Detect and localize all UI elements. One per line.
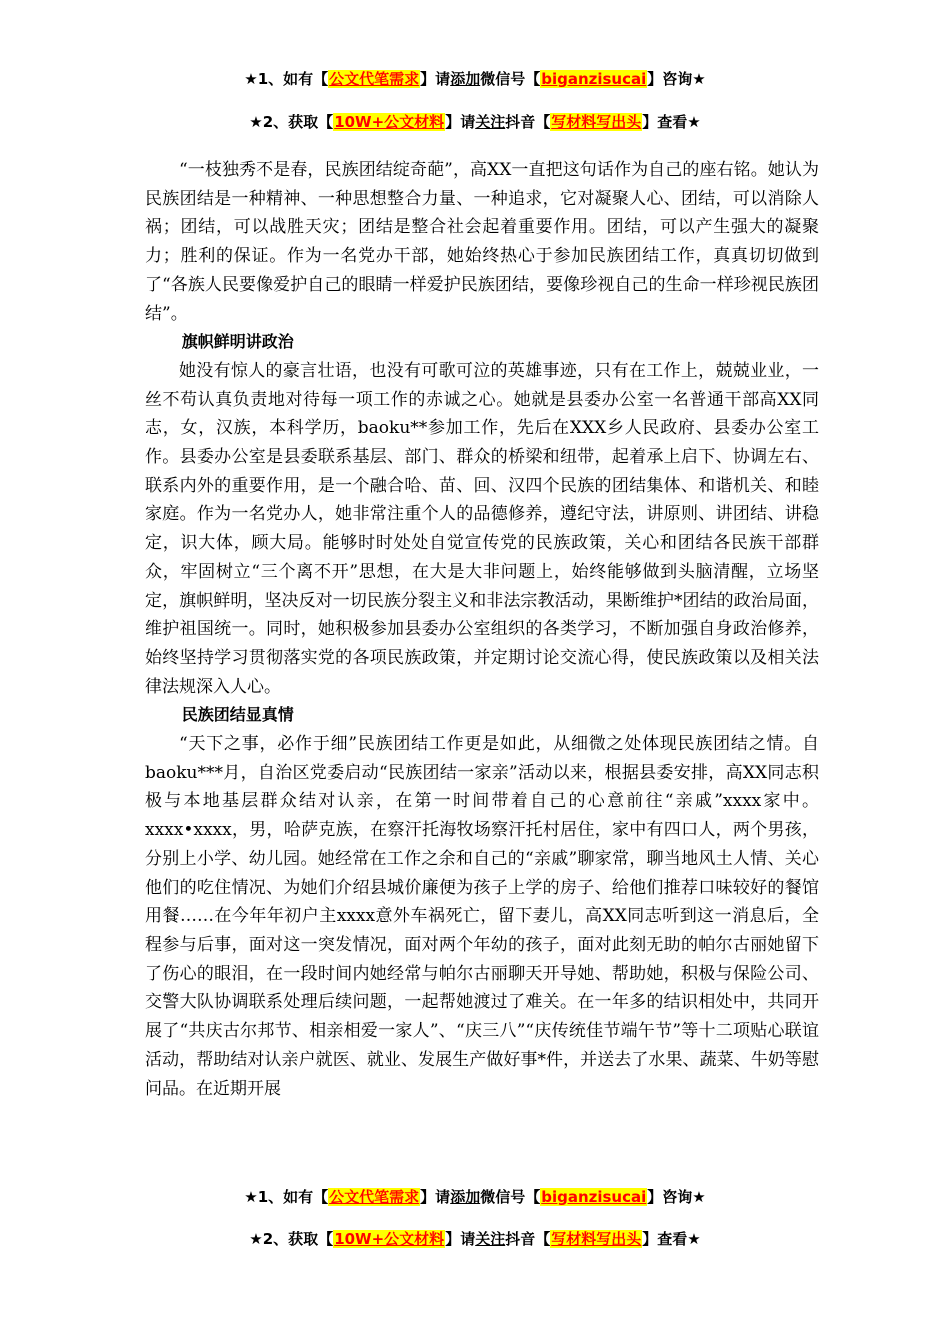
promo-underline-follow: 关注 xyxy=(475,113,506,131)
header-promo-line-1 xyxy=(0,68,950,90)
promo-underline-add: 添加 xyxy=(450,70,481,88)
promo-prefix: ★2、获取【 xyxy=(249,1230,334,1248)
promo-suffix: 】咨询★ xyxy=(647,1188,706,1206)
promo-prefix: ★2、获取【 xyxy=(249,113,334,131)
promo-text: 】请 xyxy=(420,70,451,88)
section-heading-unity: 民族团结显真情 xyxy=(181,705,294,725)
header-promo-line-2 xyxy=(0,111,950,133)
promo-prefix: ★1、如有【 xyxy=(244,1188,329,1206)
section-paragraph-politics: 她没有惊人的豪言壮语，也没有可歌可泣的英雄事迹，只有在工作上，兢兢业业，一丝不苟认真负责地对待每一项工作的赤诚之心。她就是县委办公室一名普通干部高XX同志，女，汉族，本科学历，baoku**参加工作，先后在XXX乡人民政府、县委办公室工作。县委办公室是县委联系基层、部门、群众的桥梁和纽带，起着承上启下、协调左右、联系内外的重要作用，是一个融合哈、苗、回、汉四个民族的团结集体、和谐机关、和睦家庭。作为一名党办人，她非常注重个人的品德修养，遵纪守法，讲原则、讲团结、讲稳定，识大体，顾大局。能够时时处处自觉宣传党的民族政策，关心和团结各民族干部群众，牢固树立“三个离不开”思想，在大是大非问题上，始终能够做到头脑清醒，立场坚定，旗帜鲜明，坚决反对一切民族分裂主义和非法宗教活动，果断维护*团结的政治局面，维护祖国统一。同时，她积极参加县委办公室组织的各类学习，不断加强自身政治修养，始终坚持学习贯彻落实党的各项民族政策，并定期讨论交流心得，使民族政策以及相关法律法规深入人心。 xyxy=(145,360,819,697)
promo-prefix: ★1、如有【 xyxy=(244,70,329,88)
promo-highlight-douyin-id: 写材料写出头 xyxy=(551,1230,642,1248)
footer-promo-line-2 xyxy=(0,1228,950,1250)
promo-text: 抖音【 xyxy=(505,113,551,131)
promo-highlight-service: 公文代笔需求 xyxy=(329,70,420,88)
promo-text: 微信号【 xyxy=(480,70,541,88)
promo-text: 微信号【 xyxy=(480,1188,541,1206)
promo-highlight-materials: 10W+公文材料 xyxy=(334,1230,445,1248)
footer-promo-line-1 xyxy=(0,1186,950,1208)
promo-underline-follow: 关注 xyxy=(475,1230,506,1248)
article-body xyxy=(145,156,819,1103)
promo-highlight-wechat-id: biganzisucai xyxy=(541,1188,647,1206)
promo-text: 】请 xyxy=(445,1230,476,1248)
promo-text: 】请 xyxy=(445,113,476,131)
intro-paragraph: “一枝独秀不是春，民族团结绽奇葩”，高XX一直把这句话作为自己的座右铭。她认为民族团结是一种精神、一种思想整合力量、一种追求，它对凝聚人心、团结，可以消除人祸；团结，可以战胜天灾；团结是整合社会起着重要作用。团结，可以产生强大的凝聚力；胜利的保证。作为一名党办干部，她始终热心于参加民族团结工作，真真切切做到了“各族人民要像爱护自己的眼睛一样爱护民族团结，要像珍视自己的生命一样珍视民族团结”。 xyxy=(145,160,819,324)
promo-highlight-wechat-id: biganzisucai xyxy=(541,70,647,88)
promo-highlight-materials: 10W+公文材料 xyxy=(334,113,445,131)
promo-highlight-service: 公文代笔需求 xyxy=(329,1188,420,1206)
promo-highlight-douyin-id: 写材料写出头 xyxy=(551,113,642,131)
promo-underline-add: 添加 xyxy=(450,1188,481,1206)
promo-suffix: 】查看★ xyxy=(642,113,701,131)
promo-text: 】请 xyxy=(420,1188,451,1206)
promo-text: 抖音【 xyxy=(505,1230,551,1248)
section-paragraph-unity: “天下之事，必作于细”民族团结工作更是如此，从细微之处体现民族团结之情。自baoku***月，自治区党委启动“民族团结一家亲”活动以来，根据县委安排，高XX同志积极与本地基层群众结对认亲，在第一时间带着自己的心意前往“亲戚”xxxx家中。xxxx•xxxx，男，哈萨克族，在察汗托海牧场察汗托村居住，家中有四口人，两个男孩，分别上小学、幼儿园。她经常在工作之余和自己的“亲戚”聊家常，聊当地风土人情、关心他们的吃住情况、为她们介绍县城价廉便为孩子上学的房子、给他们推荐口味较好的餐馆用餐……在今年年初户主xxxx意外车祸死亡，留下妻儿，高XX同志听到这一消息后，全程参与后事，面对这一突发情况，面对两个年幼的孩子，面对此刻无助的帕尔古丽她留下了伤心的眼泪，在一段时间内她经常与帕尔古丽聊天开导她、帮助她，积极与保险公司、交警大队协调联系处理后续问题，一起帮她渡过了难关。在一年多的结识相处中，共同开展了“共庆古尔邦节、相亲相爱一家人”、“庆三八”“庆传统佳节端午节”等十二项贴心联谊活动，帮助结对认亲户就医、就业、发展生产做好事*件，并送去了水果、蔬菜、牛奶等慰问品。在近期开展 xyxy=(145,734,819,1099)
section-heading-politics: 旗帜鲜明讲政治 xyxy=(181,332,294,352)
promo-suffix: 】咨询★ xyxy=(647,70,706,88)
promo-suffix: 】查看★ xyxy=(642,1230,701,1248)
